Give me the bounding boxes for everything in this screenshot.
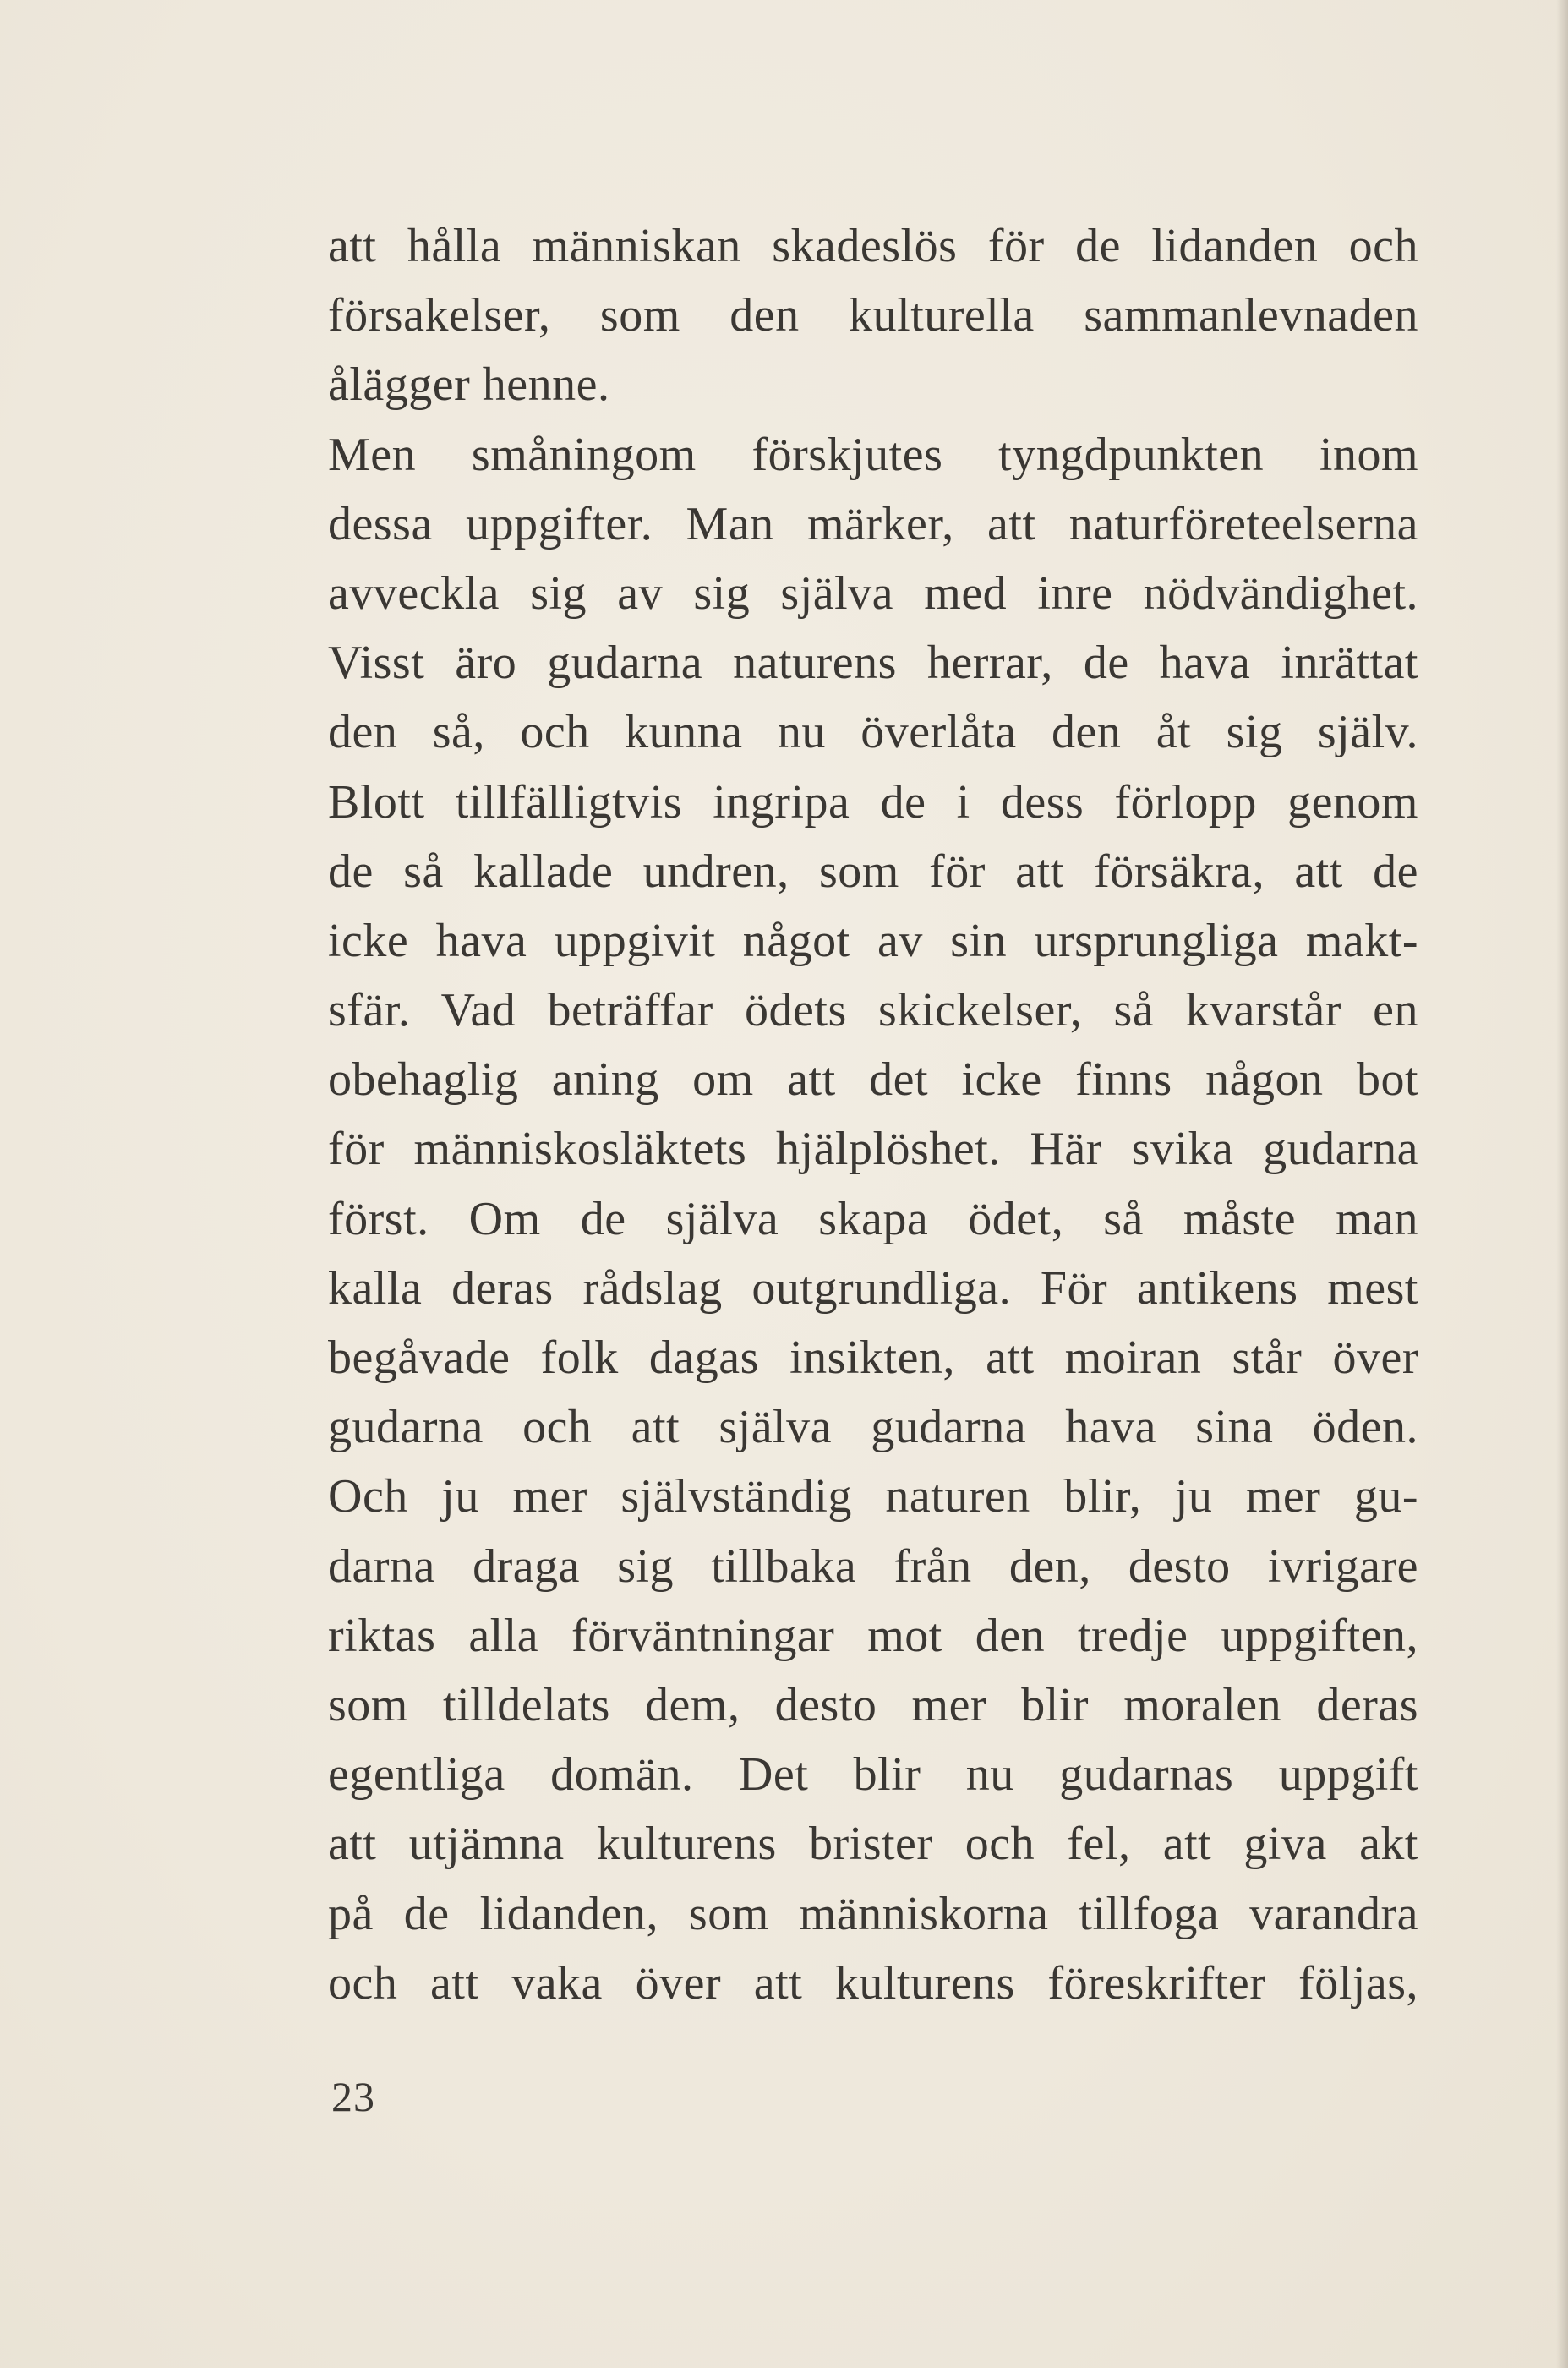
text-line: ålägger henne. <box>328 358 610 412</box>
text-line: att utjämna kulturens brister och fel, att giva akt <box>328 1818 1418 1871</box>
text-line: dessa uppgifter. Man märker, att naturföreteelserna <box>328 497 1418 550</box>
text-line: Blott tillfälligtvis ingripa de i dess förlopp genom <box>328 775 1418 829</box>
text-line: Men småningom förskjutes tyngdpunkten inom <box>328 428 1418 481</box>
text-line: och att vaka över att kulturens föreskrifter följas, <box>328 1956 1418 2010</box>
text-line: försakelser, som den kulturella sammanlevnaden <box>328 289 1418 342</box>
text-line: på de lidanden, som människorna tillfoga varandra <box>328 1887 1418 1940</box>
text-line: först. Om de själva skapa ödet, så måste man <box>328 1192 1418 1245</box>
text-line: kalla deras rådslag outgrundliga. För antikens mest <box>328 1261 1418 1315</box>
text-line: att hålla människan skadeslös för de lidanden och <box>328 220 1418 272</box>
text-line: för människosläktets hjälplöshet. Här svika gudarna <box>328 1123 1418 1176</box>
text-line: icke hava uppgivit något av sin ursprungliga makt- <box>328 914 1418 967</box>
text-line: begåvade folk dagas insikten, att moiran står över <box>328 1332 1418 1384</box>
text-line: som tilldelats dem, desto mer blir moralen deras <box>328 1678 1418 1731</box>
text-line: obehaglig aning om att det icke finns någon bot <box>328 1053 1418 1107</box>
text-line: Visst äro gudarna naturens herrar, de hava inrättat <box>328 637 1418 690</box>
text-line: de så kallade undren, som för att försäkra, att de <box>328 845 1418 898</box>
page-number: 23 <box>331 2073 375 2120</box>
body-text <box>328 211 1418 2018</box>
text-line: gudarna och att själva gudarna hava sina öden. <box>328 1401 1418 1454</box>
text-line: Och ju mer självständig naturen blir, ju mer gu- <box>328 1470 1418 1523</box>
text-line: den så, och kunna nu överlåta den åt sig själv. <box>328 706 1418 759</box>
text-line: riktas alla förväntningar mot den tredje uppgiften, <box>328 1609 1418 1662</box>
text-line: sfär. Vad beträffar ödets skickelser, så kvarstår en <box>328 984 1418 1037</box>
text-line: darna draga sig tillbaka från den, desto ivrigare <box>328 1539 1418 1593</box>
text-line: egentliga domän. Det blir nu gudarnas uppgift <box>328 1748 1418 1802</box>
page-edge-shadow <box>1556 0 1568 2368</box>
text-line: avveckla sig av sig själva med inre nödvändighet. <box>328 566 1418 620</box>
